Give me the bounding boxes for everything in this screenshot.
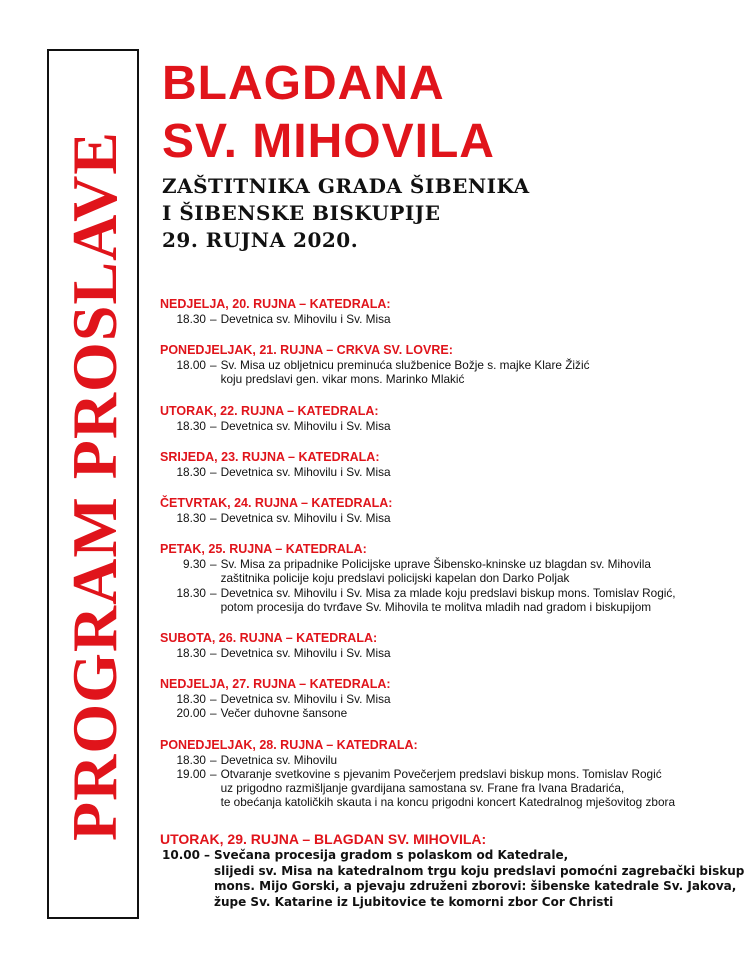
event-description bbox=[221, 692, 391, 706]
event-description bbox=[221, 586, 676, 614]
event-line: Devetnica sv. Mihovilu i Sv. Misa za mlade koju predslavi biskup mons. Tomislav Rogić, bbox=[220, 585, 676, 600]
subtitle-line-3: 29. RUJNA 2020. bbox=[162, 228, 359, 252]
event-description bbox=[221, 358, 590, 386]
event-row bbox=[160, 358, 720, 386]
event-time: 18.30 bbox=[176, 418, 206, 433]
event-row bbox=[160, 706, 720, 720]
event-time: 18.30 bbox=[176, 585, 206, 600]
side-banner bbox=[47, 49, 139, 919]
event-time: 18.30 bbox=[176, 511, 206, 526]
event-row bbox=[160, 465, 720, 479]
event-time: 18.30 bbox=[176, 646, 206, 661]
event-time: 20.00 bbox=[176, 706, 206, 721]
event-line: potom procesija do tvrđave Sv. Mihovila te molitva mladih nad gradom i biskupijom bbox=[220, 599, 652, 614]
event-row bbox=[160, 511, 720, 525]
event-time: 10.00 bbox=[162, 848, 200, 863]
event-description bbox=[221, 646, 391, 660]
final-day-block bbox=[160, 831, 745, 910]
event-time: 9.30 bbox=[183, 557, 206, 572]
event-description bbox=[221, 753, 337, 767]
event-line: slijedi sv. Misa na katedralnom trgu koju predslavi pomoćni zagrebački biskup bbox=[214, 863, 745, 878]
day-heading: UTORAK, 22. RUJNA – KATEDRALA: bbox=[160, 403, 379, 418]
day-heading: NEDJELJA, 27. RUJNA – KATEDRALA: bbox=[160, 677, 391, 692]
day-heading: PETAK, 25. RUJNA – KATEDRALA: bbox=[160, 542, 367, 557]
event-line: Devetnica sv. Mihovilu i Sv. Misa bbox=[220, 464, 391, 479]
event-row bbox=[160, 848, 745, 910]
event-dash: – bbox=[204, 848, 210, 863]
event-line: Devetnica sv. Mihovilu i Sv. Misa bbox=[220, 692, 391, 707]
day-heading: SRIJEDA, 23. RUJNA – KATEDRALA: bbox=[160, 449, 380, 464]
event-description bbox=[221, 706, 348, 720]
event-line: Večer duhovne šansone bbox=[220, 706, 348, 721]
event-dash: – bbox=[210, 706, 217, 721]
day-block bbox=[160, 450, 720, 479]
event-row bbox=[160, 753, 720, 767]
event-row bbox=[160, 767, 720, 810]
event-description bbox=[221, 557, 651, 585]
event-line: Otvaranje svetkovine s pjevanim Povečerjem predslavi biskup mons. Tomislav Rogić bbox=[220, 766, 662, 781]
schedule bbox=[160, 297, 745, 927]
event-line: Devetnica sv. Mihovilu i Sv. Misa bbox=[220, 646, 391, 661]
day-block bbox=[160, 542, 720, 614]
event-description bbox=[214, 848, 744, 910]
event-row bbox=[160, 692, 720, 706]
event-line: Devetnica sv. Mihovilu i Sv. Misa bbox=[220, 511, 391, 526]
day-heading: PONEDJELJAK, 28. RUJNA – KATEDRALA: bbox=[160, 737, 418, 752]
event-dash: – bbox=[210, 312, 217, 326]
event-description bbox=[221, 511, 391, 525]
event-row bbox=[160, 646, 720, 660]
event-line: Devetnica sv. Mihovilu i Sv. Misa bbox=[220, 418, 391, 433]
event-line: uz prigodno razmišljanje gvardijana samostana sv. Frane fra Ivana Bradarića, bbox=[220, 781, 625, 796]
event-row bbox=[160, 312, 720, 326]
event-dash: – bbox=[210, 464, 217, 479]
day-block bbox=[160, 404, 720, 433]
event-line: zaštitnika policije koju predslavi policijski kapelan don Darko Poljak bbox=[220, 571, 570, 586]
event-line: Sv. Misa uz obljetnicu preminuća službenice Božje s. majke Klare Žižić bbox=[220, 358, 590, 373]
event-line: koju predslavi gen. vikar mons. Marinko Mlakić bbox=[220, 372, 465, 387]
day-block bbox=[160, 297, 720, 326]
event-description bbox=[221, 312, 391, 326]
event-time: 19.00 bbox=[176, 766, 206, 781]
event-line: mons. Mijo Gorski, a pjevaju združeni zborovi: šibenske katedrale Sv. Jakova, bbox=[214, 879, 737, 894]
day-heading: UTORAK, 29. RUJNA – BLAGDAN SV. MIHOVILA: bbox=[160, 831, 487, 848]
event-row bbox=[160, 557, 720, 585]
event-line: Devetnica sv. Mihovilu bbox=[220, 752, 338, 767]
event-dash: – bbox=[210, 358, 217, 373]
event-line: Sv. Misa za pripadnike Policijske uprave Šibensko-kninske uz blagdan sv. Mihovila bbox=[220, 557, 651, 572]
day-block bbox=[160, 677, 720, 720]
event-line: te obećanja katoličkih skauta i na koncu prigodni koncert Katedralnog mješovitog zbora bbox=[220, 795, 676, 810]
event-dash: – bbox=[210, 766, 217, 781]
event-time: 18.30 bbox=[176, 752, 206, 767]
event-dash: – bbox=[210, 752, 217, 767]
event-dash: – bbox=[210, 557, 217, 572]
event-description bbox=[221, 419, 391, 433]
event-line: Devetnica sv. Mihovilu i Sv. Misa bbox=[220, 312, 391, 326]
event-dash: – bbox=[210, 418, 217, 433]
event-time: 18.30 bbox=[176, 692, 206, 707]
event-row bbox=[160, 419, 720, 433]
event-dash: – bbox=[210, 692, 217, 707]
event-time: 18.30 bbox=[176, 312, 206, 326]
day-heading: PONEDJELJAK, 21. RUJNA – CRKVA SV. LOVRE: bbox=[160, 343, 453, 358]
subtitle-line-1: ZAŠTITNIKA GRADA ŠIBENIKA bbox=[162, 174, 530, 198]
day-block bbox=[160, 631, 720, 660]
event-description bbox=[221, 767, 675, 810]
title-line-2: SV. MIHOVILA bbox=[162, 115, 495, 168]
title-line-1: BLAGDANA bbox=[162, 57, 445, 110]
event-dash: – bbox=[210, 585, 217, 600]
day-block bbox=[160, 343, 720, 386]
event-dash: – bbox=[210, 646, 217, 661]
day-block bbox=[160, 496, 720, 525]
event-dash: – bbox=[210, 511, 217, 526]
event-line: župe Sv. Katarine iz Ljubitovice te komorni zbor Cor Christi bbox=[214, 894, 614, 909]
event-description bbox=[221, 465, 391, 479]
event-row bbox=[160, 586, 720, 614]
event-time: 18.30 bbox=[176, 464, 206, 479]
day-heading: NEDJELJA, 20. RUJNA – KATEDRALA: bbox=[160, 297, 391, 311]
day-heading: SUBOTA, 26. RUJNA – KATEDRALA: bbox=[160, 631, 378, 646]
event-line: Svečana procesija gradom s polaskom od Katedrale, bbox=[214, 848, 569, 863]
side-banner-label: PROGRAM PROSLAVE bbox=[59, 131, 130, 841]
day-heading: ČETVRTAK, 24. RUJNA – KATEDRALA: bbox=[160, 496, 393, 511]
event-time: 18.00 bbox=[176, 358, 206, 373]
subtitle-line-2: I ŠIBENSKE BISKUPIJE bbox=[162, 201, 441, 225]
day-block bbox=[160, 738, 720, 810]
